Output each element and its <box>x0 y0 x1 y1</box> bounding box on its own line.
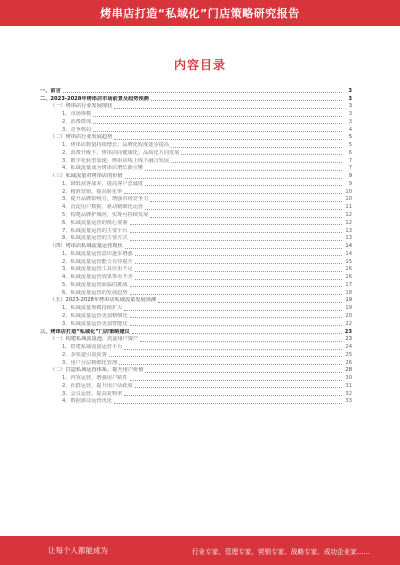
toc-entry[interactable] <box>40 203 352 211</box>
toc-entry-page: 11 <box>345 204 352 211</box>
toc-entry[interactable] <box>40 235 352 243</box>
toc-entry[interactable] <box>40 219 352 227</box>
toc-entry[interactable] <box>40 149 352 157</box>
toc-entry[interactable] <box>40 351 352 359</box>
toc-dot-leader <box>124 349 342 350</box>
toc-entry-page: 26 <box>345 359 352 366</box>
toc-dot-leader <box>125 248 342 249</box>
toc-entry-page: 22 <box>345 320 352 327</box>
toc-dot-leader <box>150 217 342 218</box>
toc-entry-text: （一）烤串店行业发展现状 <box>50 103 113 110</box>
toc-dot-leader <box>145 372 342 373</box>
toc-dot-leader <box>145 170 342 171</box>
toc-entry-text: （二）烤串店行业发展趋势 <box>50 134 113 141</box>
toc-dot-leader <box>158 302 342 303</box>
toc-entry-page: 20 <box>345 312 352 319</box>
toc-entry-text: 2、社群运营，提升用户活跃度 <box>62 382 133 389</box>
toc-entry-text: 1、私域流量规模持续扩大 <box>62 305 123 312</box>
toc-entry-page: 6 <box>348 149 352 156</box>
toc-entry-page: 31 <box>345 382 352 389</box>
toc-entry[interactable] <box>40 141 352 149</box>
toc-entry-page: 13 <box>345 235 352 242</box>
toc-entry-page: 32 <box>345 390 352 397</box>
toc-list <box>40 87 352 405</box>
toc-dot-leader <box>171 162 342 163</box>
toc-entry-text: （五）2023-2028年烤串店私域流量发展预测 <box>50 297 157 304</box>
toc-entry-text: 2、多渠道引流获客 <box>62 351 107 358</box>
toc-entry[interactable] <box>40 289 352 297</box>
toc-entry-text: 3、用户分层精细化管理 <box>62 359 118 366</box>
toc-entry-text: 5、构建品牌护城河，实现可持续发展 <box>62 212 149 219</box>
toc-dot-leader <box>181 154 342 155</box>
toc-entry-text: 1、搭建私域流量运营平台 <box>62 344 123 351</box>
toc-entry[interactable] <box>40 211 352 219</box>
toc-entry-text: 2、精准营销，提高转化率 <box>62 188 123 195</box>
toc-entry-text: 3、竞争格局 <box>62 126 92 133</box>
toc-entry-page: 15 <box>345 258 352 265</box>
toc-dot-leader <box>124 193 342 194</box>
toc-entry-page: 7 <box>348 165 352 172</box>
header-banner <box>0 0 400 26</box>
toc-entry-text: 3、私域流量运营工具应用不足 <box>62 266 133 273</box>
toc-entry[interactable] <box>40 281 352 289</box>
toc-dot-leader <box>125 178 342 179</box>
toc-entry[interactable] <box>40 196 352 204</box>
toc-entry-page: 23 <box>344 328 352 335</box>
toc-entry-text: （二）打造私域运营体系，提升用户价值 <box>50 367 144 374</box>
toc-heading: 内容目录 <box>173 58 226 72</box>
toc-entry-page: 14 <box>345 243 352 250</box>
toc-dot-leader <box>130 240 342 241</box>
toc-entry-text: 5、私域流量运营面临的挑战 <box>62 281 128 288</box>
toc-entry[interactable] <box>40 359 352 367</box>
footer-slogan-right: 行业专家、管理专家、营销专家、战略专家、成功企业家…… <box>191 547 370 556</box>
toc-entry-text: 3、会员运营，提高复购率 <box>62 390 123 397</box>
toc-entry-text: 2、消费群体 <box>62 118 92 125</box>
toc-entry-text: 3、私域流量运营更加智能化 <box>62 320 128 327</box>
toc-entry-text: 1、内容运营，增强用户粘性 <box>62 375 128 382</box>
toc-dot-leader <box>135 279 342 280</box>
toc-entry-text: 一、前言 <box>40 87 61 94</box>
report-title: 烤串店打造“私域化”门店策略研究报告 <box>100 7 300 20</box>
toc-entry-page: 3 <box>348 103 352 110</box>
toc-entry-text: 7、私域流量运营的主要平台 <box>62 227 128 234</box>
toc-entry-page: 19 <box>345 297 352 304</box>
toc-entry[interactable] <box>40 250 352 258</box>
toc-dot-leader <box>135 271 342 272</box>
toc-dot-leader <box>145 209 342 210</box>
toc-entry-page: 9 <box>348 180 352 187</box>
toc-dot-leader <box>63 92 342 93</box>
toc-dot-leader <box>114 139 342 140</box>
toc-entry[interactable] <box>40 328 352 336</box>
toc-entry[interactable] <box>40 297 352 305</box>
toc-entry-page: 14 <box>345 250 352 257</box>
toc-entry[interactable] <box>40 172 352 180</box>
toc-dot-leader <box>135 263 342 264</box>
toc-entry[interactable] <box>40 304 352 312</box>
toc-entry-text: （三）私域流量对烤串店的价值 <box>50 173 123 180</box>
toc-entry-text: 4、沉淀用户数据，驱动精细化运营 <box>62 204 144 211</box>
toc-entry-text: 二、2023-2028年烤串店市场前景及趋势预测 <box>40 95 149 102</box>
toc-entry-page: 5 <box>348 142 352 149</box>
toc-dot-leader <box>130 232 342 233</box>
toc-entry[interactable] <box>40 367 352 375</box>
toc-dot-leader <box>151 100 342 101</box>
toc-entry[interactable] <box>40 95 352 103</box>
toc-entry[interactable] <box>40 242 352 250</box>
toc-dot-leader <box>130 317 342 318</box>
toc-entry-page: 25 <box>345 351 352 358</box>
toc-entry-page: 19 <box>345 305 352 312</box>
toc-entry-text: 1、烤串店数量持续增长，品牌化程度逐步提高 <box>62 142 170 149</box>
toc-dot-leader <box>130 286 342 287</box>
toc-dot-leader <box>130 294 342 295</box>
toc-entry-text: （四）烤串店私域流量运营现状 <box>50 243 123 250</box>
toc-entry[interactable] <box>40 126 352 134</box>
toc-entry-page: 3 <box>348 95 352 102</box>
toc-entry-page: 3 <box>348 111 352 118</box>
toc-entry-text: 6、私域流量运营的发展趋势 <box>62 289 128 296</box>
toc-entry-page: 18 <box>345 289 352 296</box>
toc-entry[interactable] <box>40 320 352 328</box>
toc-entry[interactable] <box>40 258 352 266</box>
footer-slogan-left: 让每个人都能成为 <box>48 546 108 555</box>
toc-entry-page: 30 <box>345 375 352 382</box>
toc-entry-page: 5 <box>348 134 352 141</box>
toc-entry[interactable] <box>40 134 352 142</box>
toc-dot-leader <box>130 224 342 225</box>
toc-entry[interactable] <box>40 390 352 398</box>
toc-entry[interactable] <box>40 227 352 235</box>
toc-dot-leader <box>140 341 342 342</box>
toc-entry-page: 17 <box>345 281 352 288</box>
toc-entry[interactable] <box>40 336 352 344</box>
toc-dot-leader <box>171 147 342 148</box>
toc-entry[interactable] <box>40 110 352 118</box>
toc-entry-text: 2、消费升级下，烤串店向健康化、品质化方向发展 <box>62 149 180 156</box>
toc-entry-page: 10 <box>345 188 352 195</box>
toc-dot-leader <box>130 380 342 381</box>
toc-entry[interactable] <box>40 165 352 173</box>
toc-dot-leader <box>114 108 342 109</box>
toc-dot-leader <box>114 403 342 404</box>
toc-dot-leader <box>145 185 342 186</box>
toc-dot-leader <box>93 116 342 117</box>
toc-entry-page: 13 <box>345 227 352 234</box>
toc-entry[interactable] <box>40 157 352 165</box>
toc-entry-page: 9 <box>348 173 352 180</box>
toc-entry[interactable] <box>40 103 352 111</box>
toc-dot-leader <box>124 395 342 396</box>
toc-entry-page: 3 <box>348 87 352 94</box>
footer-banner <box>0 536 400 565</box>
toc-entry-text: 4、私域流量运营效果参差不齐 <box>62 274 133 281</box>
toc-dot-leader <box>130 325 342 326</box>
toc-entry-page: 33 <box>345 398 352 405</box>
toc-entry-text: 三、烤串店打造“私域化”门店策略建议 <box>40 328 130 335</box>
toc-entry-page: 16 <box>345 274 352 281</box>
toc-entry[interactable] <box>40 188 352 196</box>
toc-dot-leader <box>93 131 342 132</box>
toc-entry[interactable] <box>40 118 352 126</box>
toc-entry-page: 10 <box>345 196 352 203</box>
toc-entry[interactable] <box>40 266 352 274</box>
toc-dot-leader <box>150 201 342 202</box>
toc-entry-page: 12 <box>345 219 352 226</box>
toc-entry-page: 7 <box>348 157 352 164</box>
toc-entry[interactable] <box>40 374 352 382</box>
toc-entry-text: 1、降低获客成本，提高客户忠诚度 <box>62 180 144 187</box>
toc-dot-leader <box>93 123 342 124</box>
toc-entry[interactable] <box>40 343 352 351</box>
toc-dot-leader <box>135 255 342 256</box>
toc-entry-page: 28 <box>345 367 352 374</box>
toc-entry[interactable] <box>40 312 352 320</box>
toc-entry-text: 3、数字化转型加速，烤串店线上线下融合发展 <box>62 157 170 164</box>
toc-entry-text: 8、私域流量运营的主要方式 <box>62 235 128 242</box>
toc-entry-page: 4 <box>348 126 352 133</box>
toc-entry[interactable] <box>40 273 352 281</box>
toc-entry-page: 24 <box>345 344 352 351</box>
toc-dot-leader <box>124 310 342 311</box>
toc-entry-text: 6、私域流量运营的核心要素 <box>62 219 128 226</box>
toc-entry[interactable] <box>40 398 352 406</box>
toc-entry-text: 1、私域流量运营意识逐步增强 <box>62 250 133 257</box>
toc-dot-leader <box>132 333 342 334</box>
toc-entry-text: 3、提升品牌影响力，增强市场竞争力 <box>62 196 149 203</box>
toc-entry-page: 12 <box>345 212 352 219</box>
toc-entry[interactable] <box>40 382 352 390</box>
toc-dot-leader <box>119 364 342 365</box>
toc-entry-page: 16 <box>345 266 352 273</box>
toc-entry[interactable] <box>40 180 352 188</box>
toc-entry-text: 2、私域流量运营更加精细化 <box>62 312 128 319</box>
toc-entry-text: 4、私域流量成为烤串店增长新引擎 <box>62 165 144 172</box>
toc-entry-page: 23 <box>345 336 352 343</box>
toc-entry-text: 1、市场规模 <box>62 111 92 118</box>
toc-entry-text: （一）构建私域流量池，沉淀用户资产 <box>50 336 139 343</box>
toc-dot-leader <box>135 387 342 388</box>
toc-dot-leader <box>109 356 342 357</box>
toc-entry[interactable] <box>40 87 352 95</box>
toc-entry-text: 2、私域流量运营能力有待提升 <box>62 258 133 265</box>
toc-entry-text: 4、数据驱动运营优化 <box>62 398 112 405</box>
toc-entry-page: 3 <box>348 118 352 125</box>
